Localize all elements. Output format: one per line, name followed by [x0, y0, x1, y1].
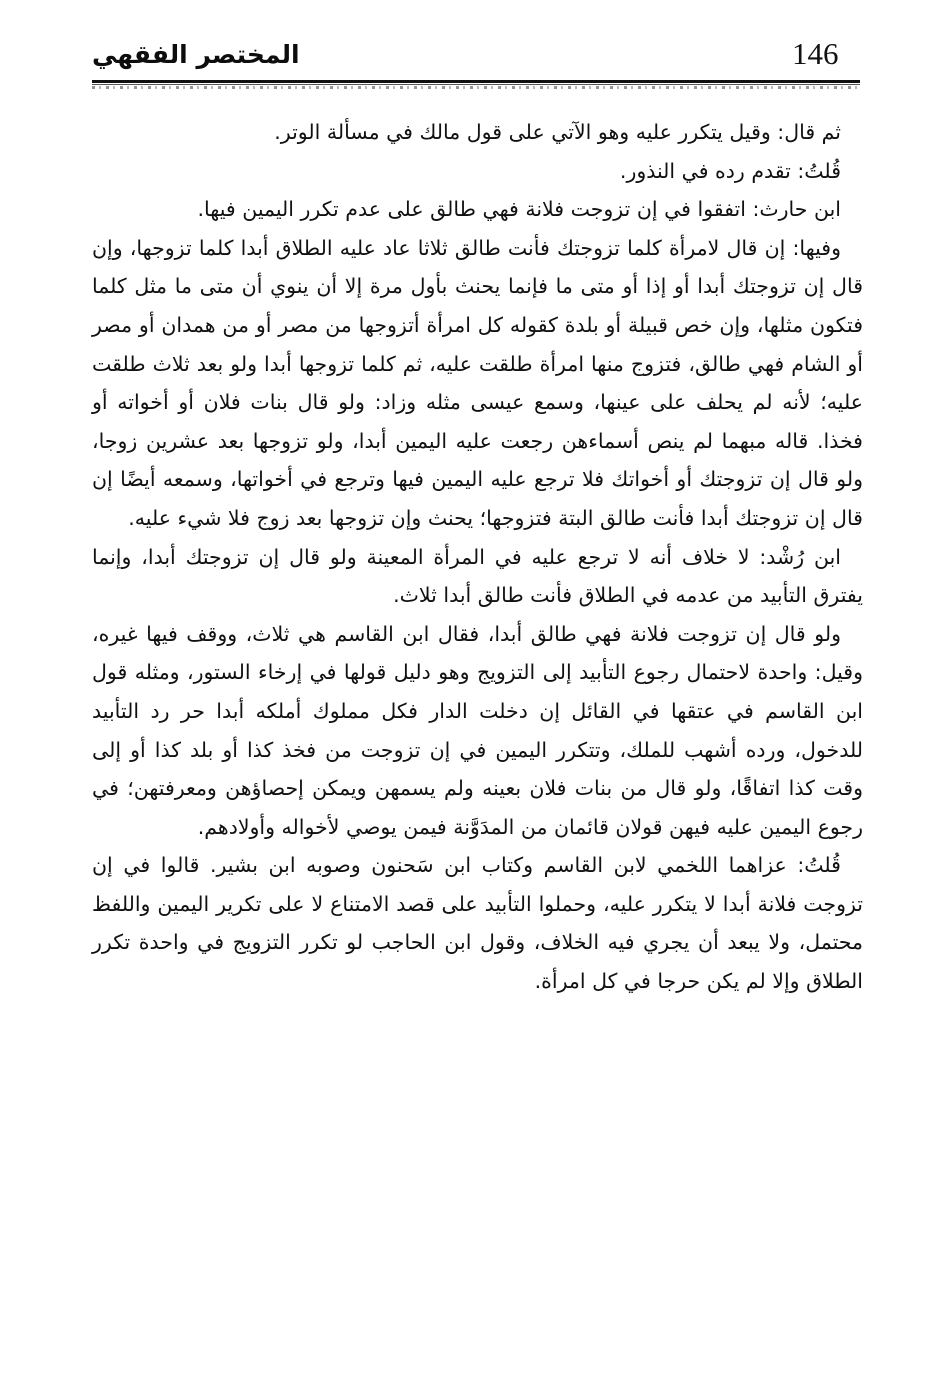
running-title: المختصر الفقهي [92, 40, 300, 69]
paragraph: قُلتُ: عزاهما اللخمي لابن القاسم وكتاب ابن سَحنون وصوبه ابن بشير. قالوا في إن تزوجت فلانة أبدا لا يتكرر عليه، وحملوا التأبيد على قصد الامتناع لا على تكرير اليمين واللفظ محتمل، ولا يبعد أن يجري فيه الخلاف، وقول ابن الحاجب لو تكرر التزويج في واحدة تكرر الطلاق وإلا لم يكن حرجا في كل امرأة. [92, 853, 863, 994]
page-header [92, 34, 860, 78]
page-number: 146 [792, 36, 839, 71]
paragraph: ابن حارث: اتفقوا في إن تزوجت فلانة فهي طالق على عدم تكرر اليمين فيها. [197, 197, 841, 222]
paragraph: ابن رُشْد: لا خلاف أنه لا ترجع عليه في المرأة المعينة ولو قال إن تزوجتك أبدا، وإنما يفترق التأبيد من عدمه في الطلاق فأنت طالق أبدا ثلاث. [92, 544, 863, 608]
paragraph: ولو قال إن تزوجت فلانة فهي طالق أبدا، فقال ابن القاسم هي ثلاث، ووقف فيها غيره، وقيل: واحدة لاحتمال رجوع التأبيد إلى التزويج وهو دليل قولها في إرخاء الستور، ومثله قول ابن القاسم في عتقها في القائل إن دخلت الدار فكل مملوك أملكه أبدا حر رد التأبيد للدخول، ورده أشهب للملك، وتتكرر اليمين في إن تزوجت من فخذ كذا أو بلد كذا أو إلى وقت كذا اتفاقًا، ولو قال من بنات فلان بعينه ولم يسمهن ويمكن إحصاؤهن ومعرفتهن؛ في رجوع اليمين عليه فيهن قولان قائمان من المدَوَّنة فيمن يوصي لأخواله وأولادهم. [92, 621, 863, 839]
paragraph: قُلتُ: تقدم رده في النذور. [619, 158, 841, 183]
page-body [92, 113, 863, 1001]
paragraph: وفيها: إن قال لامرأة كلما تزوجتك فأنت طالق ثلاثا عاد عليه الطلاق أبدا كلما تزوجها، وإن قال إن تزوجتك أبدا أو إذا أو متى ما فإنما يحنث بأول مرة إلا أن ينوي أن متى ما مثل كلما فتكون مثلها، وإن خص قبيلة أو بلدة كقوله كل امرأة أتزوجها من مصر أو من همدان أو مصر أو الشام فهي طالق، فتزوج منها امرأة طلقت عليه، ثم كلما تزوجها أبدا ولو بعد ثلاث طلقت عليه؛ لأنه لم يحلف على عينها، وسمع عيسى مثله وزاد: ولو قال بنات فلان أو أخواته أو فخذا. قاله مبهما لم ينص أسماءهن رجعت عليه اليمين أبدا، ولو تزوجها بعد عشرين زوجا، ولو قال إن تزوجتك أو أخواتك فلا ترجع عليه اليمين فيها وترجع في أخواتها، وسمعه أيضًا إن قال إن تزوجتك أبدا فأنت طالق البتة فتزوجها؛ يحنث وإن تزوجها بعد زوج فلا شيء عليه. [92, 235, 863, 530]
header-rule-ornament [92, 86, 860, 89]
paragraph: ثم قال: وقيل يتكرر عليه وهو الآتي على قول مالك في مسألة الوتر. [274, 120, 841, 144]
